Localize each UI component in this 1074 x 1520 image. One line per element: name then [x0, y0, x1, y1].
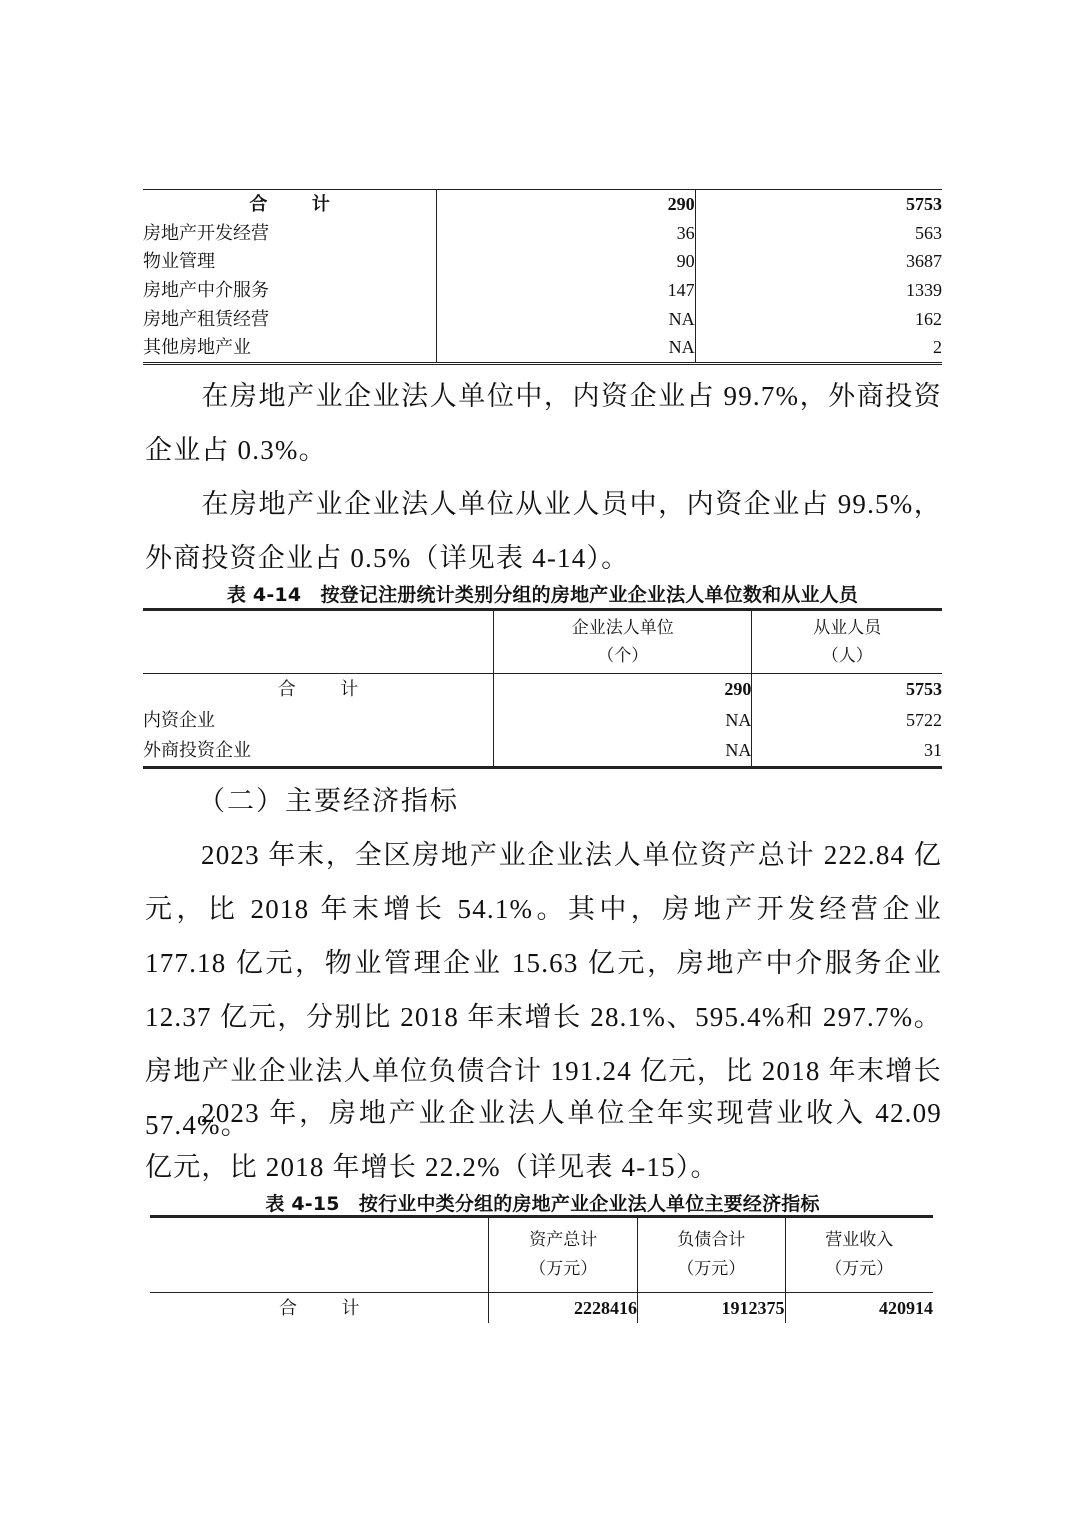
units-value: NA: [494, 705, 752, 736]
employees-value: 2: [933, 337, 942, 358]
paragraph-text: 2023 年，房地产业企业法人单位全年实现营业收入 42.09 亿元，比 2018 年增长 22.2%（详见表 4-15）。: [145, 1098, 942, 1182]
table-4-14-caption: 表 4-14 按登记注册统计类别分组的房地产业企业法人单位数和从业人员: [226, 584, 859, 606]
table-row: [143, 276, 942, 305]
units-value: 36: [437, 219, 695, 248]
table-header-row: [143, 610, 942, 674]
row-label: 房地产中介服务: [143, 276, 437, 305]
table-4-15-caption: 表 4-15 按行业中类分组的房地产业企业法人单位主要经济指标: [265, 1193, 820, 1215]
table-row: [143, 333, 942, 363]
section-heading: （二）主要经济指标: [198, 786, 459, 817]
revenue-value: 420914: [879, 1298, 933, 1318]
units-value: 290: [494, 674, 752, 705]
header-title: 营业收入: [825, 1230, 894, 1250]
table-row: [143, 735, 942, 767]
liabilities-value: 1912375: [637, 1293, 785, 1324]
units-value: NA: [437, 304, 695, 333]
table-row: [143, 219, 942, 248]
units-value: NA: [437, 333, 695, 363]
table-4-15: [150, 1215, 933, 1323]
header-assets: [489, 1217, 638, 1293]
employees-value: 162: [915, 308, 942, 329]
employees-value: 5753: [906, 679, 942, 700]
header-unit: （万元）: [529, 1259, 598, 1279]
table-row: [143, 247, 942, 276]
units-value: 90: [437, 247, 695, 276]
paragraph-revenue: [145, 1086, 942, 1194]
units-value: 290: [437, 190, 695, 219]
table-row-total: [143, 674, 942, 705]
employees-value: 563: [915, 222, 942, 243]
header-title: 资产总计: [529, 1230, 598, 1250]
header-blank: [150, 1217, 489, 1293]
row-label: 外商投资企业: [143, 735, 494, 767]
header-title: 企业法人单位: [571, 618, 674, 638]
table-row-total: [150, 1293, 933, 1324]
industry-units-table-continued: [143, 189, 942, 365]
header-blank: [143, 610, 494, 674]
header-unit: （万元）: [677, 1259, 746, 1279]
row-label: 房地产租赁经营: [143, 304, 437, 333]
paragraph-text: 在房地产业企业法人单位中，内资企业占 99.7%，外商投资企业占 0.3%。: [145, 381, 942, 465]
employees-value: 1339: [906, 280, 942, 301]
table-header-row: [150, 1217, 933, 1293]
header-unit: （万元）: [825, 1259, 894, 1279]
table-row: [143, 304, 942, 333]
row-label: 合 计: [143, 190, 437, 219]
table-4-14: [143, 608, 942, 769]
table-row-total: [143, 190, 942, 219]
units-value: NA: [494, 735, 752, 767]
header-units: [494, 610, 752, 674]
employees-value: 5722: [906, 709, 942, 730]
header-liabilities: [637, 1217, 785, 1293]
header-title: 从业人员: [813, 618, 882, 638]
paragraph-text: 在房地产业企业法人单位从业人员中，内资企业占 99.5%，外商投资企业占 0.5%（详见表 4-14）。: [145, 489, 942, 573]
row-label: 物业管理: [143, 247, 437, 276]
row-label: 合 计: [150, 1293, 489, 1324]
assets-value: 2228416: [489, 1293, 638, 1324]
row-label: 房地产开发经营: [143, 219, 437, 248]
employees-value: 3687: [906, 251, 942, 272]
row-label: 合 计: [143, 674, 494, 705]
header-unit: （个）: [597, 646, 649, 666]
paragraph-text: 2023 年末，全区房地产业企业法人单位资产总计 222.84 亿元，比 2018 年末增长 54.1%。其中，房地产开发经营企业 177.18 亿元，物业管理企业 15.63 亿元，房地产中介服务企业 12.37 亿元，分别比 2018 年末增长 28.1%、595.4%和 297.7%。房地产业企业法人单位负债合计 191.24 亿元，比 2018 年末增长 57.4%。: [145, 840, 942, 1140]
table-row: [143, 705, 942, 736]
employees-value: 31: [924, 740, 942, 761]
row-label: 其他房地产业: [143, 333, 437, 363]
paragraph-unit-share: [145, 369, 942, 477]
row-label: 内资企业: [143, 705, 494, 736]
header-employees: [752, 610, 942, 674]
header-revenue: [785, 1217, 933, 1293]
header-title: 负债合计: [677, 1230, 746, 1250]
units-value: 147: [437, 276, 695, 305]
employees-value: 5753: [906, 194, 942, 215]
paragraph-employee-share: [145, 477, 942, 585]
header-unit: （人）: [821, 646, 873, 666]
